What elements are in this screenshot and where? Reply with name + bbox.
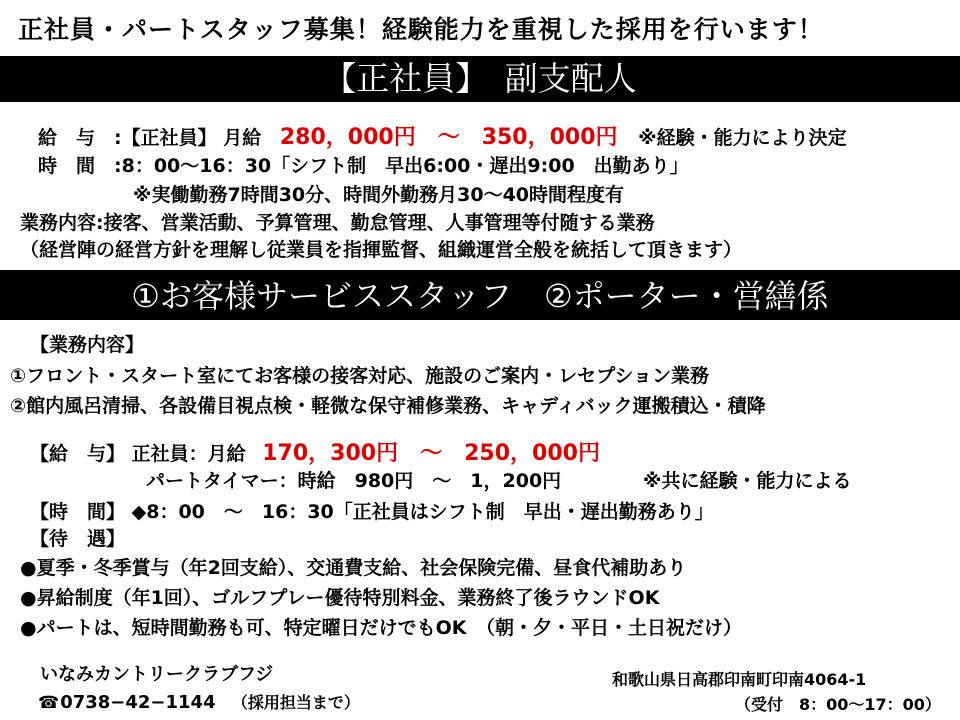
section1-hours-note: ※実働勤務7時間30分、時間外勤務月30～40時間程度有 bbox=[133, 184, 625, 206]
section1-hours: 時 間 :8：00～16：30「シフト制 早出6:00・遅出9:00 出勤あり」 bbox=[38, 155, 689, 177]
section2-benefits-heading: 【待 遇】 bbox=[30, 528, 126, 550]
section2-salary-label: 【給 与】 正社員：月給 bbox=[30, 443, 246, 465]
section1-title-bar bbox=[0, 56, 960, 102]
section2-salary-range: 170，300円 ～ 250，000円 bbox=[262, 441, 600, 466]
section1-salary-note: ※経験・能力により決定 bbox=[638, 127, 847, 149]
section2-benefit1: ●夏季・冬季賞与（年2回支給）、交通費支給、社会保険完備、昼食代補助あり bbox=[20, 557, 687, 579]
section1-salary-line bbox=[38, 120, 847, 151]
section2-duty1: ①フロント・スタート室にてお客様の接客対応、施設のご案内・レセプション業務 bbox=[10, 365, 709, 387]
section1-duties-note: （経営陣の経営方針を理解し従業員を指揮監督、組織運営全般を統括して頂きます） bbox=[20, 239, 743, 261]
section1-duties: 業務内容:接客、営業活動、予算管理、勤怠管理、人事管理等付随する業務 bbox=[20, 212, 655, 234]
section2-duties-heading: 【業務内容】 bbox=[30, 334, 145, 356]
section2-benefit2: ●昇給制度（年1回）、ゴルフプレー優待特別料金、業務終了後ラウンドOK bbox=[20, 587, 660, 609]
footer-phone-note: （採用担当まで） bbox=[231, 693, 360, 712]
footer-phone-line bbox=[38, 690, 360, 713]
footer-address: 和歌山県日高郡印南町印南4064-1 bbox=[612, 670, 867, 689]
section2-title-bar bbox=[0, 270, 960, 320]
section2-duty2: ②館内風呂清掃、各設備目視点検・軽微な保守補修業務、キャディバック運搬積込・積降 bbox=[10, 395, 766, 417]
section2-benefit3: ●パートは、短時間勤務も可、特定曜日だけでもOK （朝・夕・平日・土日祝だけ） bbox=[20, 617, 742, 639]
section2-title: ①お客様サービススタッフ ②ポーター・営繕係 bbox=[131, 277, 829, 315]
section2-hours: 【時 間】 ◆8：00 ～ 16：30「正社員はシフト制 早出・遅出勤務あり」 bbox=[30, 501, 714, 523]
footer-phone: 0738−42−1144 bbox=[60, 692, 216, 713]
footer-reception: （受付 8：00～17：00） bbox=[735, 695, 941, 714]
section2-part-salary: パートタイマー：時給 980円 ～ 1，200円 bbox=[146, 470, 562, 492]
section1-salary-range: 280，000円 ～ 350，000円 bbox=[279, 125, 618, 150]
section1-title: 【正社員】 副支配人 bbox=[323, 59, 637, 98]
footer-company: いなみカントリークラブフジ bbox=[40, 664, 274, 685]
page-headline: 正社員・パートスタッフ募集！経験能力を重視した採用を行います！ bbox=[18, 15, 824, 44]
section2-salary-note: ※共に経験・能力による bbox=[643, 470, 852, 492]
section2-salary-line bbox=[30, 436, 600, 467]
telephone-icon: ☎ bbox=[38, 693, 60, 713]
section1-salary-label: 給 与 :【正社員】 月給 bbox=[38, 127, 262, 149]
